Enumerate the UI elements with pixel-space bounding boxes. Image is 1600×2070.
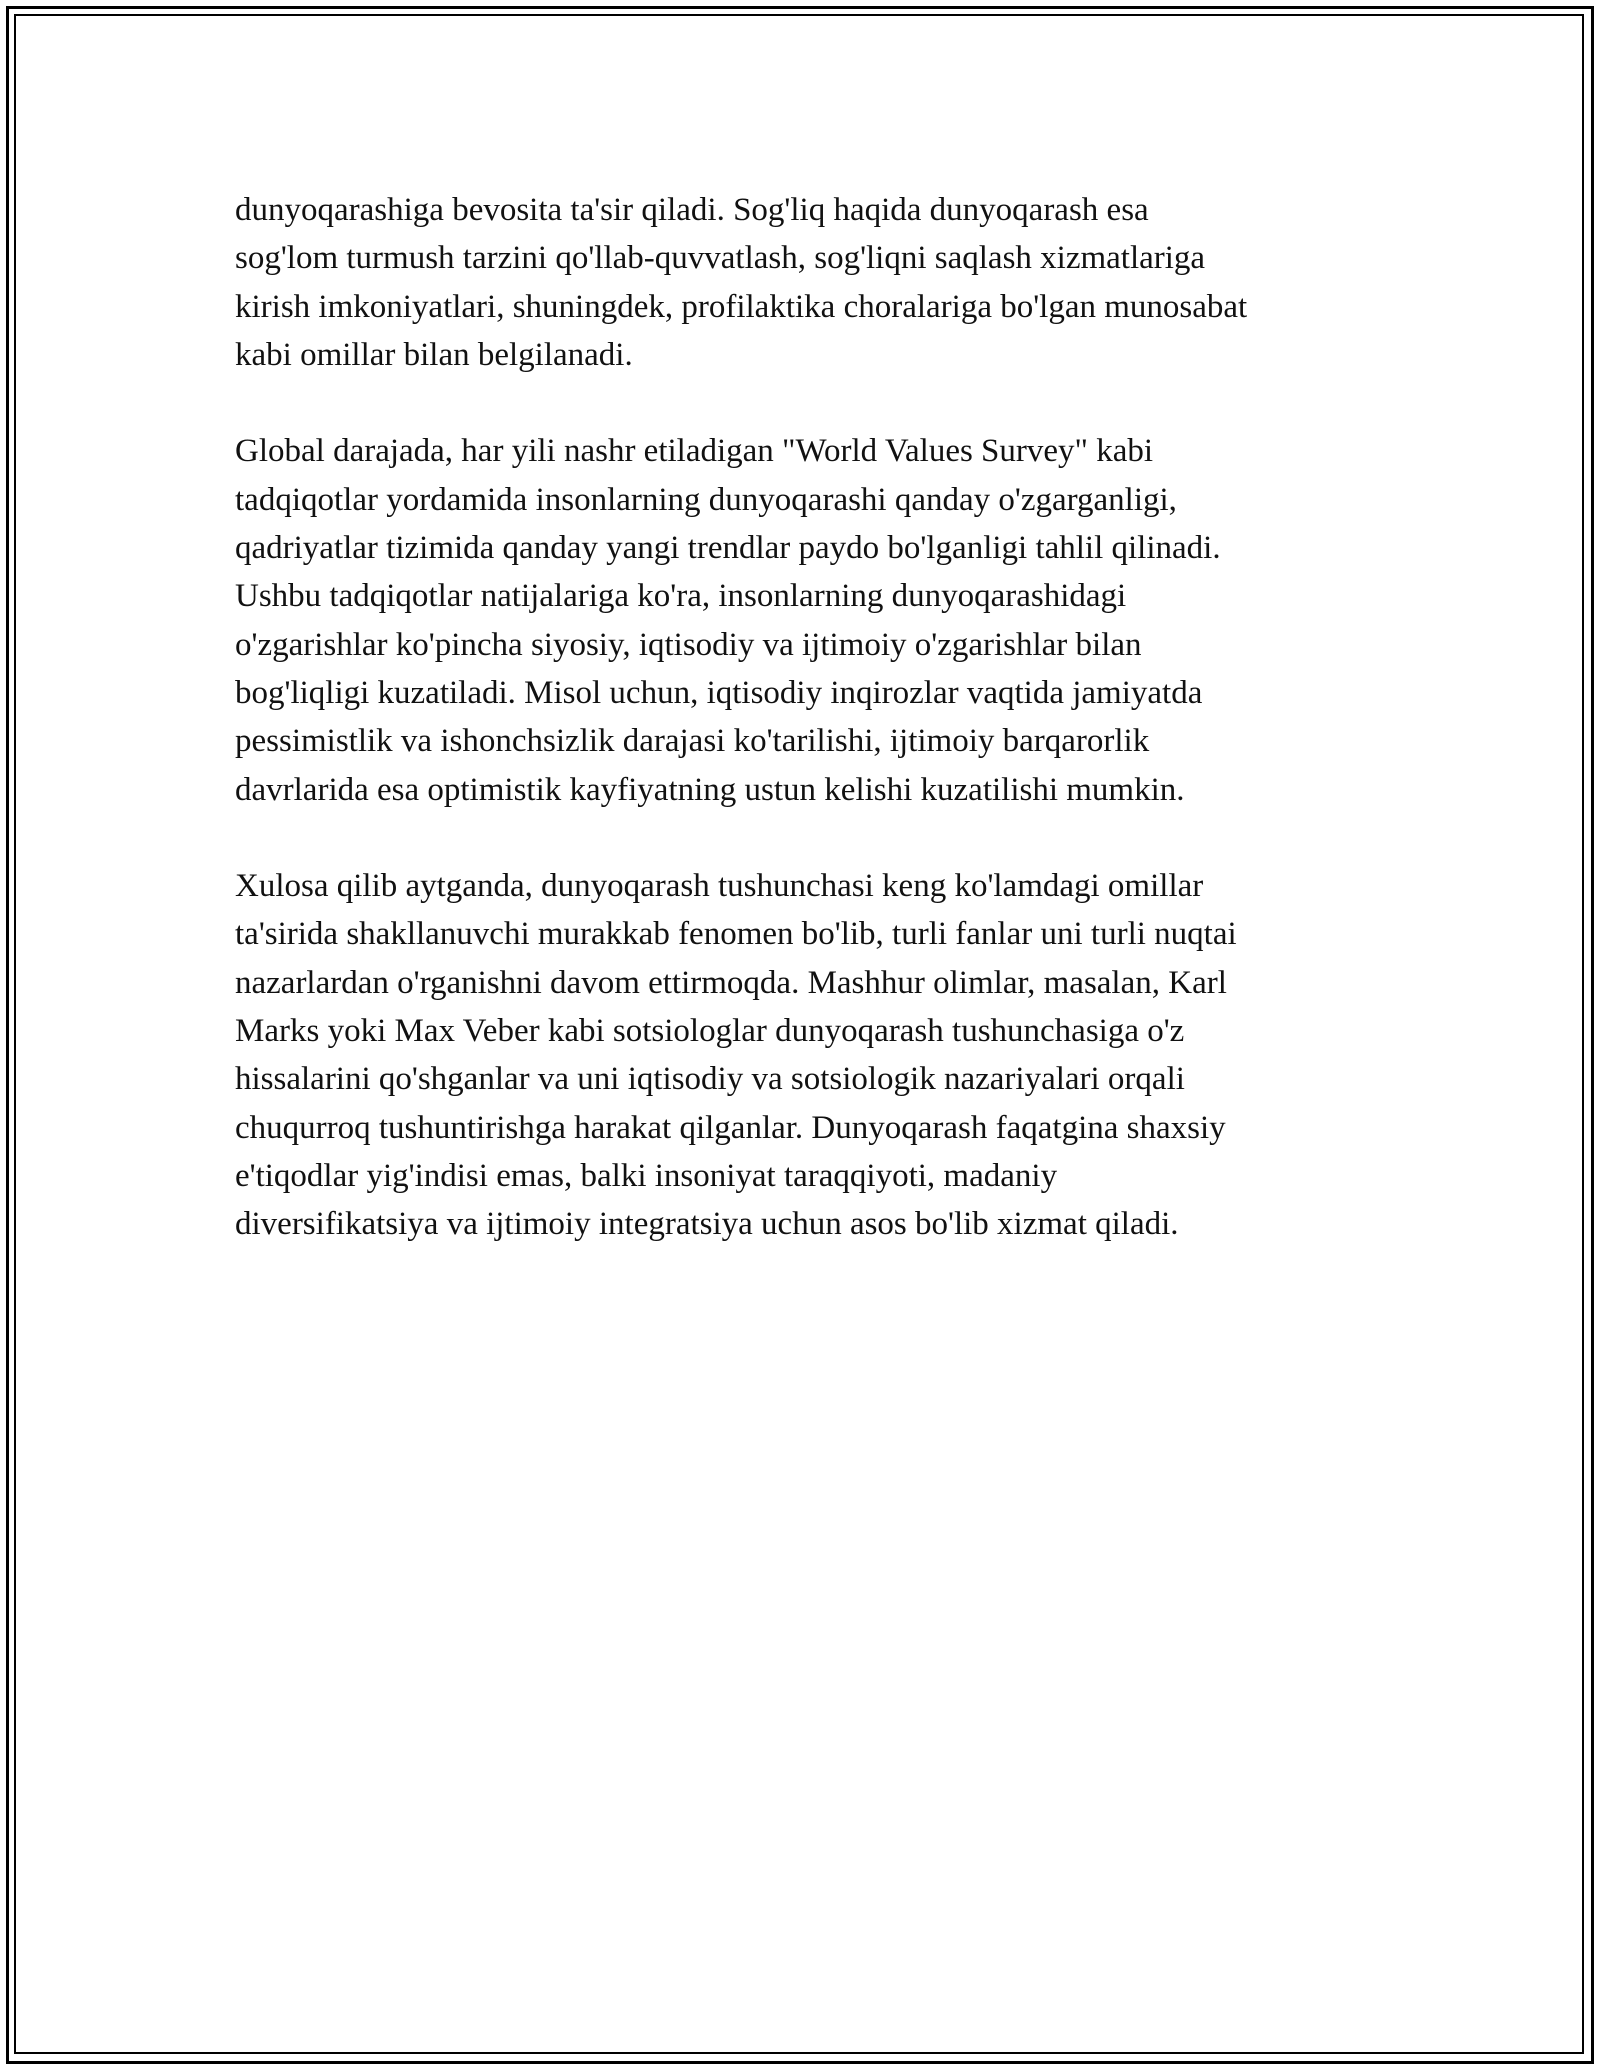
text-line: chuqurroq tushuntirishga harakat qilganlar. Dunyoqarash faqatgina shaxsiy <box>235 1109 1226 1146</box>
text-line: Ushbu tadqiqotlar natijalariga ko'ra, insonlarning dunyoqarashidagi <box>235 578 1127 615</box>
document-body <box>235 186 1415 1297</box>
text-line: nazarlardan o'rganishni davom ettirmoqda. Mashhur olimlar, masalan, Karl <box>235 964 1227 1001</box>
text-line: sog'lom turmush tarzini qo'llab-quvvatlash, sog'liqni saqlash xizmatlariga <box>235 240 1206 277</box>
text-line: Marks yoki Max Veber kabi sotsiologlar dunyoqarash tushunchasiga o'z <box>235 1013 1185 1050</box>
paragraph-conclusion <box>235 862 1415 1248</box>
text-line: dunyoqarashiga bevosita ta'sir qiladi. Sog'liq haqida dunyoqarash esa <box>235 192 1149 228</box>
text-line: ta'sirida shakllanuvchi murakkab fenomen bo'lib, turli fanlar uni turli nuqtai <box>235 916 1237 953</box>
text-line: kabi omillar bilan belgilanadi. <box>235 336 633 373</box>
text-line: bog'liqligi kuzatiladi. Misol uchun, iqtisodiy inqirozlar vaqtida jamiyatda <box>235 674 1203 711</box>
text-line: Global darajada, har yili nashr etiladigan "World Values Survey" kabi <box>235 433 1154 470</box>
text-line: tadqiqotlar yordamida insonlarning dunyoqarashi qanday o'zgarganligi, <box>235 481 1177 518</box>
text-line: diversifikatsiya va ijtimoiy integratsiya uchun asos bo'lib xizmat qiladi. <box>235 1206 1179 1243</box>
text-line: qadriyatlar tizimida qanday yangi trendlar paydo bo'lganligi tahlil qilinadi. <box>235 530 1221 567</box>
text-line: Xulosa qilib aytganda, dunyoqarash tushunchasi keng ko'lamdagi omillar <box>235 868 1204 905</box>
text-line: davrlarida esa optimistik kayfiyatning ustun kelishi kuzatilishi mumkin. <box>235 771 1185 808</box>
text-line: o'zgarishlar ko'pincha siyosiy, iqtisodiy va ijtimoiy o'zgarishlar bilan <box>235 626 1142 663</box>
paragraph-global-survey <box>235 427 1415 813</box>
text-line: kirish imkoniyatlari, shuningdek, profilaktika choralariga bo'lgan munosabat <box>235 288 1248 325</box>
text-line: pessimistlik va ishonchsizlik darajasi ko'tarilishi, ijtimoiy barqarorlik <box>235 723 1150 760</box>
text-line: hissalarini qo'shganlar va uni iqtisodiy va sotsiologik nazariyalari orqali <box>235 1061 1185 1098</box>
paragraph-health-worldview <box>235 186 1415 379</box>
text-line: e'tiqodlar yig'indisi emas, balki insoniyat taraqqiyoti, madaniy <box>235 1157 1058 1194</box>
